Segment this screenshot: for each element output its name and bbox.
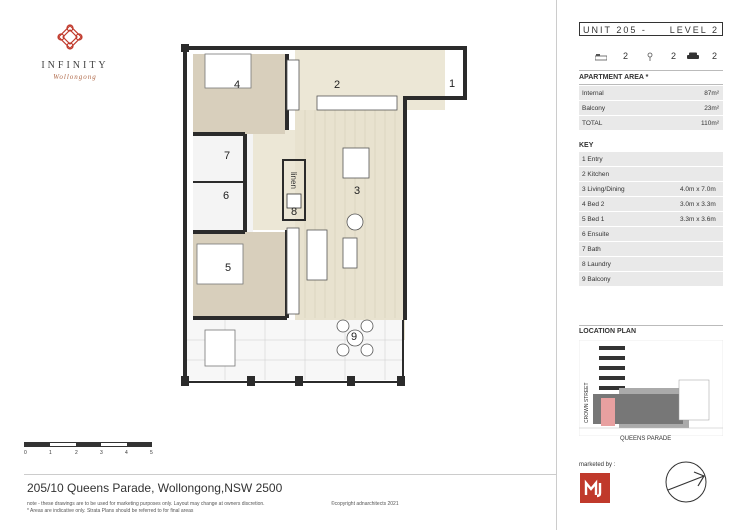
kitchen-island	[317, 96, 397, 110]
north-arrow-icon	[664, 460, 708, 504]
scale-tick: 2	[75, 450, 78, 456]
area-row	[579, 116, 723, 131]
scale-tick: 3	[100, 450, 103, 456]
sun-lounger	[205, 330, 235, 366]
bed-icon	[595, 53, 607, 61]
wardrobe-bed2	[287, 60, 299, 110]
floor-plan	[175, 40, 475, 392]
key-heading: KEY	[579, 140, 723, 153]
area-row	[579, 86, 723, 101]
bath-count: 2	[671, 51, 677, 61]
key-row	[579, 257, 723, 272]
car-count: 2	[712, 51, 718, 61]
area-row	[579, 101, 723, 116]
footer-rule	[24, 474, 556, 475]
bath-icon	[645, 52, 655, 62]
key-row	[579, 197, 723, 212]
note-2: * Areas are indicative only. Strata Plans should be referred to for final areas	[27, 508, 194, 514]
note-1: note - these drawings are to be used for marketing purposes only. Layout may change at owners discretion.	[27, 501, 265, 507]
key-dims: 3.0m x 3.3m	[680, 201, 716, 208]
key-row	[579, 272, 723, 287]
area-value: 110m²	[701, 120, 719, 127]
copyright: ©copyright adnarchitects 2021	[331, 501, 399, 507]
room-label-5: 5	[225, 262, 232, 274]
brand-sub: Wollongong	[53, 73, 97, 81]
key-table	[579, 152, 723, 287]
coffee-table	[343, 238, 357, 268]
area-heading: APARTMENT AREA *	[579, 72, 723, 85]
living-floor	[295, 70, 405, 340]
bed-count: 2	[623, 51, 629, 61]
brand-name: INFINITY	[41, 60, 109, 71]
key-dims: 3.3m x 3.6m	[680, 216, 716, 223]
room-label-1: 1	[449, 78, 456, 90]
key-dims: 4.0m x 7.0m	[680, 186, 716, 193]
summary-row	[579, 44, 723, 71]
key-row	[579, 182, 723, 197]
linen-label: linen	[289, 172, 298, 189]
scale-tick: 0	[24, 450, 27, 456]
key-label: 4 Bed 2	[582, 201, 605, 208]
area-label: Balcony	[582, 105, 606, 112]
key-row	[579, 212, 723, 227]
agency-logo	[580, 473, 610, 503]
location-map	[579, 340, 723, 436]
knot-icon	[57, 24, 83, 50]
car-icon	[686, 52, 700, 61]
key-label: 6 Ensuite	[582, 231, 610, 238]
area-label: Internal	[582, 90, 604, 97]
scale-tick: 1	[49, 450, 52, 456]
key-label: 9 Balcony	[582, 276, 611, 283]
area-value: 87m²	[704, 90, 719, 97]
scale-tick: 5	[150, 450, 153, 456]
room-label-3: 3	[354, 185, 361, 197]
marketed-by-label: marketed by :	[579, 462, 616, 468]
key-label: 5 Bed 1	[582, 216, 605, 223]
scale-bar	[24, 442, 152, 447]
address: 205/10 Queens Parade, Wollongong,NSW 2500	[27, 481, 283, 495]
room-label-6: 6	[223, 190, 230, 202]
room-label-2: 2	[334, 79, 341, 91]
armchair	[347, 214, 363, 230]
key-row	[579, 242, 723, 257]
unit-header	[579, 22, 723, 36]
dining-table	[343, 148, 369, 178]
unit-label: UNIT 205 -	[583, 25, 647, 35]
key-label: 1 Entry	[582, 156, 603, 163]
area-value: 23m²	[704, 105, 719, 112]
scale-tick: 4	[125, 450, 128, 456]
street-crown: CROWN STREET	[584, 382, 590, 423]
brand-logo	[40, 24, 110, 84]
room-label-7: 7	[224, 150, 231, 162]
key-label: 7 Bath	[582, 246, 601, 253]
key-row	[579, 167, 723, 182]
mj-logo-icon	[580, 473, 610, 503]
panel-divider	[556, 0, 557, 530]
key-label: 3 Living/Dining	[582, 186, 625, 193]
unit-level: LEVEL 2	[669, 25, 719, 35]
wardrobe-bed1	[287, 228, 299, 314]
room-label-8: 8	[291, 206, 298, 218]
room-label-4: 4	[234, 79, 241, 91]
key-row	[579, 152, 723, 167]
bed2-bed	[205, 54, 251, 88]
area-table	[579, 86, 723, 131]
bed1-bed	[197, 244, 243, 284]
room-label-9: 9	[351, 331, 358, 343]
key-row	[579, 227, 723, 242]
key-label: 8 Laundry	[582, 261, 611, 268]
street-queens: QUEENS PARADE	[620, 436, 672, 442]
key-label: 2 Kitchen	[582, 171, 610, 178]
location-heading: LOCATION PLAN	[579, 325, 723, 338]
sofa	[307, 230, 327, 280]
area-label: TOTAL	[582, 120, 603, 127]
